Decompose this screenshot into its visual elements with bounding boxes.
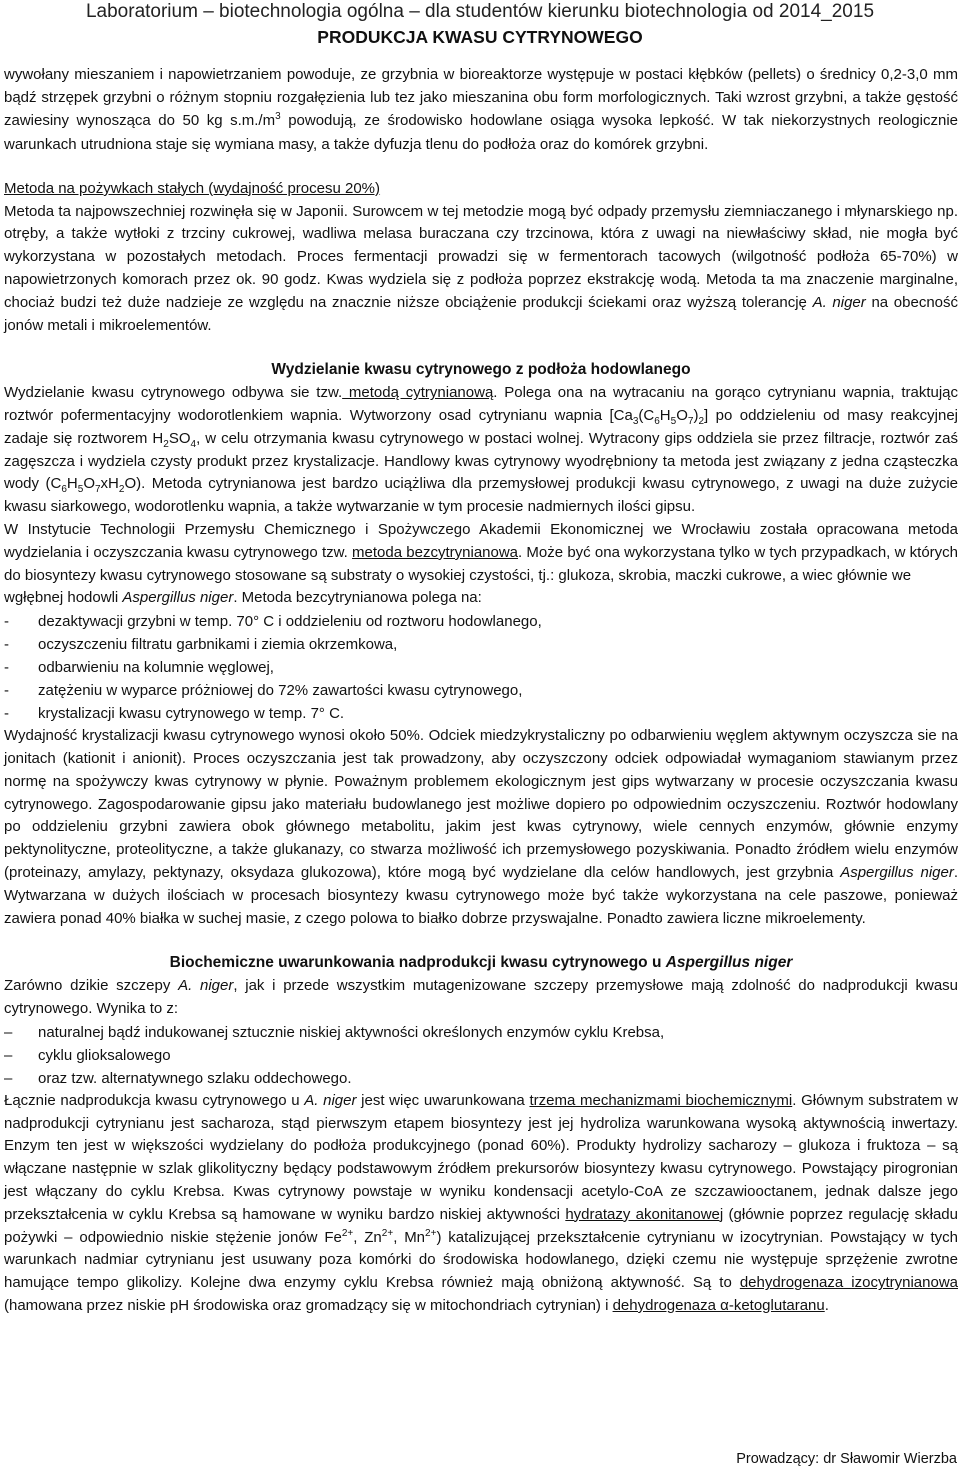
aconitase-term: hydratazy akonitanowej	[565, 1205, 724, 1223]
text-run: ] po oddzieleniu od masy reakcyjnej zadaje się roztworem H	[4, 406, 959, 447]
list-marker: -	[4, 636, 9, 654]
text-run: . Wytwarzana w dużych ilościach w procesach biosyntezy kwasu cytrynowego może być także wykorzystana na cele paszowe, ponieważ zawiera ponad 40% białka w suchej masie, z czego polowa to białko dobrze przyswajalne. Ponadto zawiera liczne mikroelementy.	[4, 863, 959, 927]
ketoglutarate-dehydrogenase-term: dehydrogenaza α-ketoglutaranu	[612, 1296, 825, 1314]
list-item	[4, 1021, 958, 1044]
list-item-text: oczyszczeniu filtratu garbnikami i ziemia okrzemkowa,	[38, 636, 398, 654]
subscript: 7	[687, 415, 694, 427]
text-run: Zarówno dzikie szczepy	[4, 977, 179, 995]
list-marker: -	[4, 613, 9, 631]
method-steps-list	[4, 610, 958, 725]
text-run: O	[676, 406, 688, 424]
isolation-paragraph-1	[4, 382, 958, 519]
text-run: . Polega ona na wytracaniu na gorąco cytrynianu wapnia, traktując roztwór pofermentacyjny wodorotlenkiem wapnia. Wytworzony osad cytrynianu wapnia [Ca	[4, 384, 959, 424]
subscript: 5	[77, 484, 84, 496]
list-marker: -	[4, 705, 9, 723]
list-marker: -	[4, 682, 9, 700]
list-item-text: oraz tzw. alternatywnego szlaku oddechowego.	[38, 1069, 352, 1087]
subscript: 6	[654, 415, 660, 427]
isolation-paragraph-4	[4, 725, 958, 930]
text-run: H	[659, 406, 671, 424]
list-marker: –	[4, 1046, 13, 1064]
biochem-paragraph-1	[4, 975, 958, 1021]
text-run: .	[824, 1296, 829, 1314]
solid-method-heading	[4, 178, 958, 201]
superscript: 3	[275, 111, 281, 123]
species-name: Aspergillus niger	[122, 589, 234, 607]
text-run: W Instytucie Technologii Przemysłu Chemicznego i Spożywczego Akademii Ekonomicznej we Wrocławiu została opracowana metoda wydzielania i oczyszczania kwasu cytrynowego tzw.	[4, 520, 958, 561]
text-run: , jak i przede wszystkim mutagenizowane szczepy przemysłowe mają zdolność do nadprodukcji kwasu cytrynowego. Wynika to z:	[4, 977, 959, 1017]
species-name: Aspergillus niger	[665, 954, 793, 972]
text-run: (głównie poprzez regulację składu pożywki – odpowiednio niskie stężenie jonów Fe	[4, 1205, 958, 1246]
species-name: A. niger	[812, 293, 866, 311]
non-citrate-method-link: metoda bezcytrynianowa	[352, 543, 519, 561]
text-run: O	[83, 475, 95, 493]
text-run: xH	[100, 475, 119, 493]
text-run: Biochemiczne uwarunkowania nadprodukcji kwasu cytrynowego u	[169, 954, 666, 972]
list-item-text: naturalnej bądź indukowanej sztucznie niskiej aktywności określonych enzymów cyklu Krebsa,	[38, 1023, 665, 1041]
text-run: . Głównym substratem w nadprodukcji cytrynianu jest sacharoza, stąd pierwszym etapem biosyntezy jest jej hydroliza warunkowana wysoką aktywnością inwertazy. Enzym ten jest w większości wydzielany do podłoża produkcyjnego (ponad 60%). Produkty hydrolizy sacharozy – glukoza i fruktoza – są włączane następnie w szlak glikolityczny będący podstawowym źródłem prekursorów biosyntezy kwasu cytrynowego. Powstający pirogronian jest włączany do cyklu Krebsa. Kwas cytrynowy powstaje w wyniku kondensacji acetylo-CoA ze szczawiooctanem, jednak dalsze jego przekształcenia w cyklu Krebsa są hamowane w wyniku bardzo niskiej aktywności	[4, 1091, 958, 1223]
list-item	[4, 1044, 958, 1067]
text-run: , Mn	[393, 1228, 426, 1246]
solid-text: Metoda ta najpowszechniej rozwinęła się w Japonii. Surowcem w tej metodzie mogą być odpady przemysłu ziemniaczanego i młynarskiego np. otręby, a także wytłoki z trzciny cukrowej, wadliwa melasa buraczana czy trzcinowa, która z uwagi na niewłaściwy skład, nie mogła być wykorzystana w pozostałych metodach. Proces fermentacji prowadzi się w fermentorach tacowych (wilgotność podłoża 65-70%) w napowietrzonych komorach przez ok. 90 godz. Kwas wydziela się z podłoża poprzez ekstrakcję wodą. Metoda ta ma znaczenie marginalne, chociaż budzi też duże nadzieje ze względu na znacznie niższe obciążenie produkcji ściekami oraz wyższą tolerancję	[4, 202, 958, 311]
text-run: . Może być ona wykorzystana tylko w tych przypadkach, w których do biosyntezy kwasu cytrynowego stosowane są substraty o wysokiej czystości, tj.: glukoza, skrobia, maczki cukrowe, a wiec głównie we	[4, 543, 958, 584]
subscript: 6	[61, 484, 67, 496]
isolation-paragraph-3	[4, 587, 958, 610]
species-name: A. niger	[178, 977, 234, 995]
header-subtitle: PRODUKCJA KWASU CYTRYNOWEGO	[317, 27, 643, 47]
list-item-text: dezaktywacji grzybni w temp. 70° C i oddzieleniu od roztworu hodowlanego,	[38, 613, 542, 631]
species-name: A. niger	[304, 1091, 357, 1109]
text-run: O). Metoda cytrynianowa jest bardzo uciążliwa dla przemysłowej produkcji kwasu cytrynowego, z uwagi na duże zużycie kwasu siarkowego, wodorotlenku wapnia, a także wytwarzanie w tym procesie nadmiernych ilości gipsu.	[4, 475, 958, 516]
document-body	[4, 63, 958, 1318]
list-item	[4, 702, 958, 725]
footer-lecturer: Prowadzący: dr Sławomir Wierzba	[736, 1451, 957, 1467]
superscript: 2+	[381, 1227, 394, 1239]
list-item	[4, 656, 958, 679]
biochem-paragraph-2	[4, 1090, 958, 1318]
text-run: Łącznie nadprodukcja kwasu cytrynowego u	[4, 1091, 305, 1109]
text-run: jest więc uwarunkowana	[356, 1091, 530, 1109]
spacer	[4, 156, 958, 178]
list-item-text: cyklu glioksalowego	[38, 1046, 171, 1064]
intro-paragraph	[4, 63, 958, 156]
species-name: Aspergillus niger	[840, 863, 954, 881]
spacer	[4, 930, 958, 952]
list-item	[4, 679, 958, 702]
subscript: 2	[163, 438, 169, 450]
superscript: 2+	[425, 1227, 437, 1239]
text-run: . Metoda bezcytrynianowa polega na:	[233, 589, 482, 607]
isolation-paragraph-2	[4, 519, 958, 587]
isocitrate-dehydrogenase-term: dehydrogenaza izocytrynianowa	[739, 1274, 958, 1292]
subscript: 2	[118, 484, 125, 496]
subscript: 4	[190, 438, 197, 450]
mechanisms-link: trzema mechanizmami biochemicznymi	[529, 1091, 793, 1109]
list-marker: –	[4, 1023, 13, 1041]
intro-text-end: powodują, ze środowisko hodowlane osiąga wysoka lepkość. W tak niekorzystnych reologicznie warunkach utrudniona staje się wymiana masy, a także dyfuzja tlenu do podłoża oraz do komórek grzybni.	[4, 112, 958, 153]
text-run: SO	[168, 429, 191, 447]
subscript: 2	[698, 415, 704, 427]
mechanisms-list	[4, 1021, 958, 1090]
solid-method-heading-text: Metoda na pożywkach stałych (wydajność procesu 20%)	[4, 179, 381, 197]
text-run: wgłębnej hodowli	[4, 589, 123, 607]
text-run: , Zn	[353, 1228, 382, 1246]
text-run: Wydajność krystalizacji kwasu cytrynowego wynosi około 50%. Odciek miedzykrystaliczny po odbarwieniu węglem aktywnym oczyszcza sie na jonitach (kationit i anionit). Proces oczyszczania jest tak prowadzony, aby oczyszczony odciek odpowiadał wymaganiom stawianym przez normę na spożywczy kwas cytrynowy w płynie. Poważnym problemem ekologicznym jest gips wytwarzany w procesie oczyszczania kwasu cytrynowego. Zagospodarowanie gipsu jako materiału budowlanego jest możliwe dopiero po odpowiednim oczyszczeniu. Roztwór hodowlany po oddzieleniu grzybni zawiera obok głównego metabolitu, jakim jest kwas cytrynowy, wiele cennych enzymów, głównie enzymy pektynolityczne, proteolityczne, a także glukanazy, co stwarza możliwość ich przemysłowego pozyskiwania. Ponadto źródłem wielu enzymów (proteinazy, amylazy, pektynazy, oksydaza glukozowa), które mogą być wydzielane dla celów handlowych, jest grzybnia	[4, 727, 958, 881]
header-title: Laboratorium – biotechnologia ogólna – dla studentów kierunku biotechnologia od 2014_2015	[85, 1, 875, 22]
list-item-text: zatężeniu w wyparce próżniowej do 72% zawartości kwasu cytrynowego,	[38, 682, 523, 700]
spacer	[4, 337, 958, 359]
isolation-heading: Wydzielanie kwasu cytrynowego z podłoża hodowlanego	[271, 361, 691, 379]
text-run: Wydzielanie kwasu cytrynowego odbywa sie tzw.	[4, 384, 343, 402]
list-item	[4, 610, 958, 633]
list-item-text: odbarwieniu na kolumnie węglowej,	[38, 659, 274, 677]
text-run: (C	[638, 406, 655, 424]
citrate-method-link: metodą cytrynianową	[342, 384, 494, 402]
text-run: )	[693, 406, 699, 424]
biochem-heading	[4, 952, 958, 975]
list-item	[4, 633, 958, 656]
text-run: (hamowana przez niskie pH środowiska oraz gromadzący się w mitochondriach cytrynian) i	[4, 1296, 613, 1314]
text-run: H	[66, 475, 78, 493]
list-marker: –	[4, 1069, 13, 1087]
list-item	[4, 1067, 958, 1090]
text-run: , w celu otrzymania kwasu cytrynowego w postaci wolnej. Wytracony gips oddziela sie przez filtracje, roztwór zaś zagęszcza i wydziela czysty produkt przez krystalizacje. Handlowy kwas cytrynowy wyodrębniony ta metoda jest związany z jedna cząsteczka wody (C	[4, 429, 958, 493]
superscript: 2+	[341, 1227, 354, 1239]
list-marker: -	[4, 659, 9, 677]
intro-text: wywołany mieszaniem i napowietrzaniem powoduje, ze grzybnia w bioreaktorze występuje w postaci kłębków (pellets) o średnicy 0,2-3,0 mm bądź strzępek grzybni o różnym stopniu rozgałęzienia lub tez jako mieszanina obu form morfologicznych. Taki wzrost grzybni, a także gęstość zawiesiny wynosząca do 50 kg s.m./m	[4, 66, 958, 130]
list-item-text: krystalizacji kwasu cytrynowego w temp. 7° C.	[38, 705, 345, 723]
text-run: ) katalizującej przekształcenie cytrynianu w izocytrynian. Powstający w tych warunkach nadmiar cytrynianu jest usuwany poza komórki do środowiska hodowlanego, dzięki czemu nie występuje sprzężenie zwrotne hamujące tempo glikolizy. Kolejne dwa enzymy cyklu Krebsa również mają obniżoną aktywność. Są to	[4, 1228, 958, 1292]
subscript: 5	[670, 415, 677, 427]
solid-text-end: na obecność jonów metali i mikroelementów.	[4, 293, 959, 334]
subscript: 3	[632, 415, 639, 427]
subscript: 7	[94, 484, 101, 496]
solid-method-paragraph	[4, 201, 958, 338]
